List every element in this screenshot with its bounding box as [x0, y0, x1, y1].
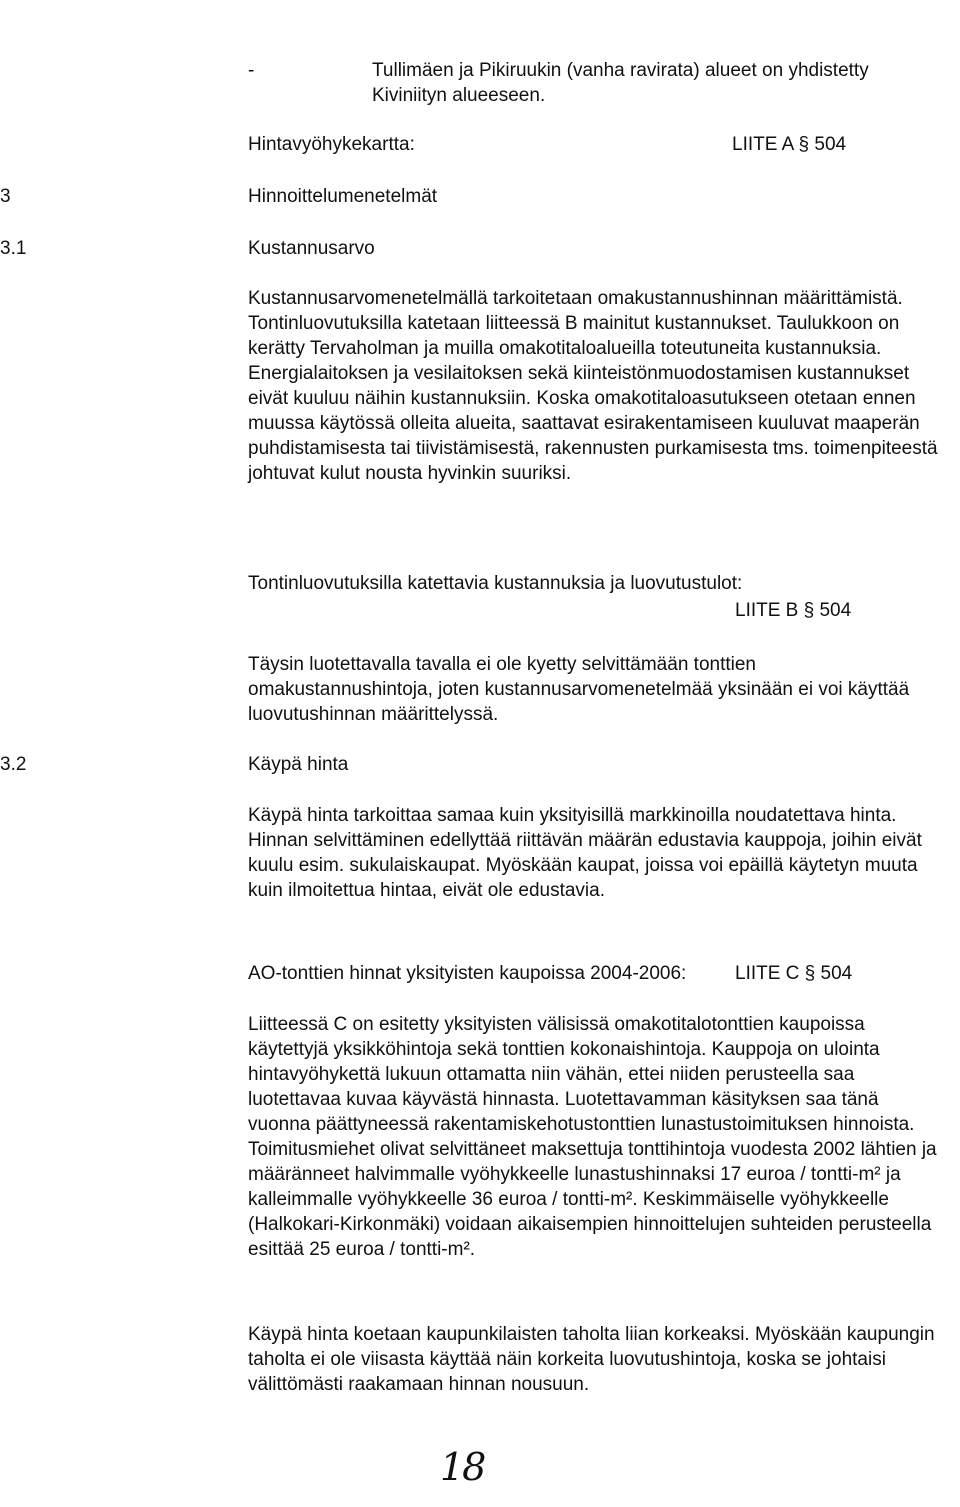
- paragraph-appendix-c: Liitteessä C on esitetty yksityisten välisissä omakotitalotonttien kaupoissa käytettyjä yksikköhintoja sekä tonttien kokonaishintoja. Kauppoja on ulointa hintavyöhykettä lukuun ottamatta niin vähän, ettei niiden perusteella saa luotettavaa kuvaa käyvästä hinnasta. Luotettavamman käsityksen saa tänä vuonna päättyneessä rakentamiskehotustonttien lunastustoimituksen hinnoista. Toimitusmiehet olivat selvittäneet maksettuja tonttihintoja vuodesta 2002 lähtien ja määränneet halvimmalle vyöhykkeelle lunastushinnaksi 17 euroa / tontti-m² ja kalleimmalle vyöhykkeelle 36 euroa / tontti-m². Keskimmäiselle vyöhykkeelle (Halkokari-Kirkonmäki) voidaan aikaisempien hinnoittelujen suhteiden perusteella esittää 25 euroa / tontti-m².: [248, 1014, 937, 1260]
- map-ref-label: Hintavyöhykekartta:: [248, 134, 415, 155]
- section-3-number: 3: [0, 186, 11, 207]
- map-ref-attachment: LIITE A § 504: [732, 134, 847, 155]
- paragraph-cost-method: Kustannusarvomenetelmällä tarkoitetaan omakustannushinnan määrittämistä. Tontinluovutuksilla katetaan liitteessä B mainitut kustannukset. Taulukkoon on kerätty Tervaholman ja muilla omakotitaloalueilla toteutuneita kustannuksia. Energialaitoksen ja vesilaitoksen sekä kiinteistönmuodostamisen kustannukset eivät kuuluu näihin kustannuksiin. Koska omakotitaloasutukseen otetaan ennen muussa käytössä olleita alueita, saattavat esirakentamiseen kuuluvat maaperän puhdistamisesta tai tiivistämisestä, rakennusten purkamisesta tms. toimenpiteestä johtuvat kulut nousta hyvinkin suuriksi.: [248, 288, 938, 484]
- ref-b-label: Tontinluovutuksilla katettavia kustannuksia ja luovutustulot:: [248, 573, 743, 594]
- section-3-title: Hinnoittelumenetelmät: [248, 186, 438, 207]
- paragraph-market-price: Käypä hinta tarkoittaa samaa kuin yksityisillä markkinoilla noudatettava hinta. Hinnan selvittäminen edellyttää riittävän määrän edustavia kauppoja, joihin eivät kuulu esim. sukulaiskaupat. Myöskään kaupat, joissa voi epäillä käytetyn muuta kuin ilmoitettua hintaa, eivät ole edustavia.: [248, 805, 922, 901]
- ref-b-attachment: LIITE B § 504: [735, 600, 852, 621]
- ref-c-label: AO-tonttien hinnat yksityisten kaupoissa 2004-2006:: [248, 963, 687, 984]
- section-3-2-title: Käypä hinta: [248, 754, 349, 775]
- bullet-dash: -: [248, 60, 255, 81]
- paragraph-cost-reliability: Täysin luotettavalla tavalla ei ole kyetty selvittämään tonttien omakustannushintoja, joten kustannusarvomenetelmää yksinään ei voi käyttää luovutushinnan määrittelyssä.: [248, 654, 910, 725]
- section-3-2-number: 3.2: [0, 754, 27, 775]
- section-3-1-title: Kustannusarvo: [248, 238, 375, 259]
- ref-c-attachment: LIITE C § 504: [735, 963, 853, 984]
- page-number: 18: [440, 1445, 485, 1489]
- bullet-text: Tullimäen ja Pikiruukin (vanha ravirata) alueet on yhdistetty Kiviniityn alueeseen.: [372, 60, 869, 106]
- section-3-1-number: 3.1: [0, 238, 27, 259]
- paragraph-price-perception: Käypä hinta koetaan kaupunkilaisten taholta liian korkeaksi. Myöskään kaupungin taholta ei ole viisasta käyttää näin korkeita luovutushintoja, koska se johtaisi välittömästi raakamaan hinnan nousuun.: [248, 1324, 935, 1395]
